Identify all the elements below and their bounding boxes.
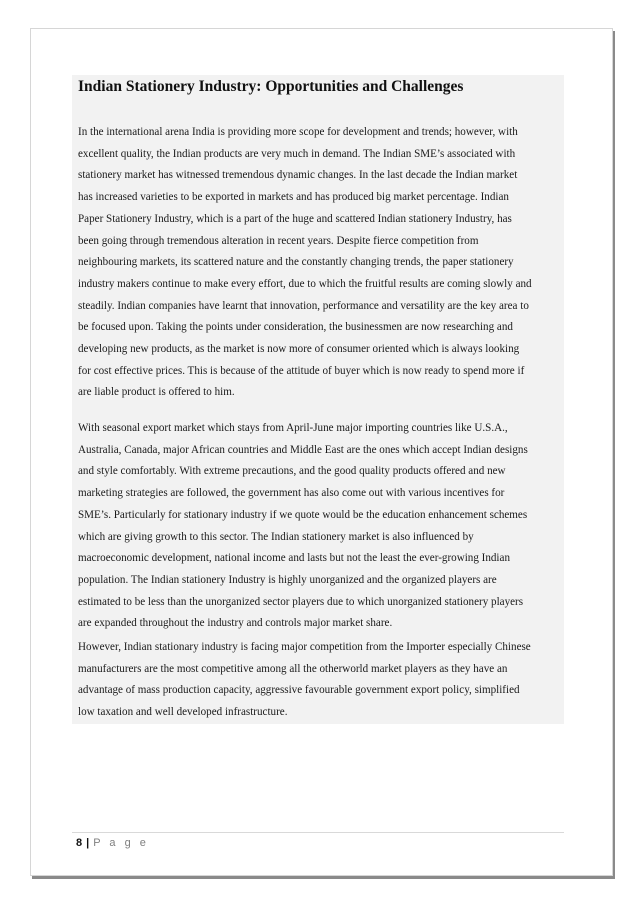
text-line: SME’s. Particularly for stationary industry if we quote would be the education enhancement schemes	[78, 508, 528, 521]
text-line: for cost effective prices. This is because of the attitude of buyer which is now ready to spend more if	[78, 364, 525, 377]
text-line: macroeconomic development, national income and lasts but not the least the ever-growing Indian	[78, 552, 510, 565]
text-line: estimated to be less than the unorganized sector players due to which unorganized stationery players	[78, 595, 524, 608]
text-line: Paper Stationery Industry, which is a part of the huge and scattered Indian stationery Industry, has	[78, 212, 512, 225]
paragraph-3	[78, 637, 562, 724]
footer-separator: |	[86, 837, 90, 849]
document-title: Indian Stationery Industry: Opportunities and Challenges	[78, 78, 464, 95]
text-line: be focused upon. Taking the points under consideration, the businessmen are now researching and	[78, 321, 513, 334]
page-number: 8	[76, 837, 83, 849]
text-line: and style comfortably. With extreme precautions, and the good quality products offered and new	[78, 465, 506, 478]
text-line: Australia, Canada, major African countries and Middle East are the ones which accept Indian designs	[78, 443, 528, 456]
text-line: However, Indian stationary industry is facing major competition from the Importer especially Chinese	[78, 641, 531, 653]
text-line: In the international arena India is providing more scope for development and trends; however, with	[78, 126, 518, 138]
text-line: neighbouring markets, its scattered nature and the constantly changing trends, the paper stationery	[78, 256, 514, 269]
text-line: manufacturers are the most competitive among all the otherworld market players as they have an	[78, 662, 508, 675]
text-line: are liable product is offered to him.	[78, 386, 235, 399]
paragraph-1	[78, 122, 562, 404]
text-line: has increased varieties to be exported in markets and has produced big market percentage. Indian	[78, 191, 509, 204]
text-line: industry makers continue to make every effort, due to which the fruitful results are coming slowly and	[78, 277, 532, 290]
text-line: steadily. Indian companies have learnt that innovation, performance and versatility are the key area to	[78, 299, 529, 312]
page-footer	[76, 837, 149, 849]
page-label: P a g e	[93, 837, 149, 849]
text-line: are expanded throughout the industry and controls major market share.	[78, 617, 393, 630]
text-line: stationery market has witnessed tremendous dynamic changes. In the last decade the Indian market	[78, 169, 518, 182]
text-line: population. The Indian stationery Industry is highly unorganized and the organized players are	[78, 573, 497, 586]
footer-divider	[72, 832, 564, 833]
text-line: marketing strategies are followed, the government has also come out with various incentives for	[78, 487, 505, 500]
text-line: developing new products, as the market is now more of consumer oriented which is always looking	[78, 343, 520, 356]
paragraph-2	[78, 418, 562, 635]
text-line: advantage of mass production capacity, aggressive favourable government export policy, simplified	[78, 684, 520, 697]
text-line: which are giving growth to this sector. The Indian stationery market is also influenced by	[78, 530, 474, 543]
text-line: With seasonal export market which stays from April-June major importing countries like U.S.A.,	[78, 422, 508, 434]
text-line: low taxation and well developed infrastructure.	[78, 706, 288, 719]
text-line: excellent quality, the Indian products are very much in demand. The Indian SME’s associated with	[78, 147, 516, 160]
text-line: been going through tremendous alteration in recent years. Despite fierce competition from	[78, 234, 479, 247]
